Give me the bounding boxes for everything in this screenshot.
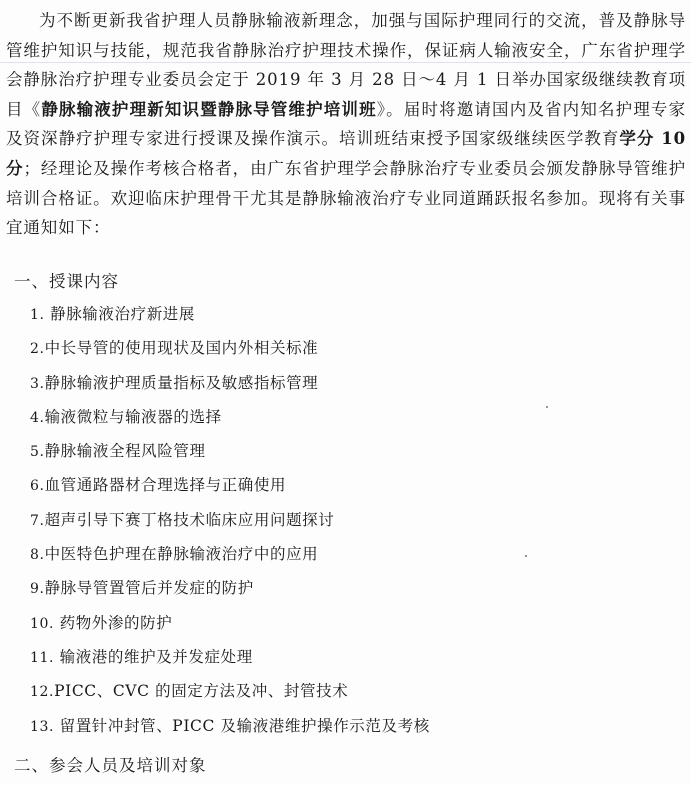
list-item: 5.静脉输液全程风险管理 [30,442,206,461]
scan-speck [546,406,548,408]
section-heading-lecture-content: 一、授课内容 [14,272,119,291]
intro-text-part1: 为不断更新我省护理人员静脉输液新理念，加强与国际护理同行的交流，普及静脉导管维护知识与技能，规范我省静脉治疗护理技术操作，保证病人输液安全，广东省护理学会静脉治疗护理专业委员会定于 2019 年 3 月 28 日～4 月 1 日举办国家级继续教育项目《 [6,11,686,119]
intro-text-part2: 》。届时将邀请国内及省内知名护理专家及资深静疗护理专家进行授课及操作演示。培训班结束授予国家级继续医学教育 [6,99,686,149]
list-item: 4.输液微粒与输液器的选择 [30,407,222,426]
credit-info: 学分 10 分 [6,129,686,178]
list-item: 3.静脉输液护理质量指标及敏感指标管理 [30,373,319,392]
list-item: 6.血管通路器材合理选择与正确使用 [30,476,287,495]
intro-paragraph [6,6,686,243]
list-item: 1. 静脉输液治疗新进展 [30,305,195,323]
list-item: 12.PICC、CVC 的固定方法及冲、封管技术 [30,682,349,701]
course-name: 静脉输液护理新知识暨静脉导管维护培训班 [41,99,377,119]
list-item: 7.超声引导下赛丁格技术临床应用问题探讨 [30,510,335,529]
list-item: 13. 留置针冲封管、PICC 及输液港维护操作示范及考核 [30,716,430,735]
list-item: 8.中医特色护理在静脉输液治疗中的应用 [30,545,319,564]
lecture-topic-list [30,302,430,748]
scan-speck [525,555,527,557]
section-heading-participants: 二、参会人员及培训对象 [14,756,207,775]
list-item: 2.中长导管的使用现状及国内外相关标准 [30,339,319,358]
list-item: 9.静脉导管置管后并发症的防护 [30,579,254,598]
list-item: 10. 药物外渗的防护 [30,613,173,632]
intro-text-part3: ；经理论及操作考核合格者，由广东省护理学会静脉治疗专业委员会颁发静脉导管维护培训合格证。欢迎临床护理骨干尤其是静脉输液治疗专业同道踊跃报名参加。现将有关事宜通知如下： [6,158,686,238]
list-item: 11. 输液港的维护及并发症处理 [30,647,253,666]
